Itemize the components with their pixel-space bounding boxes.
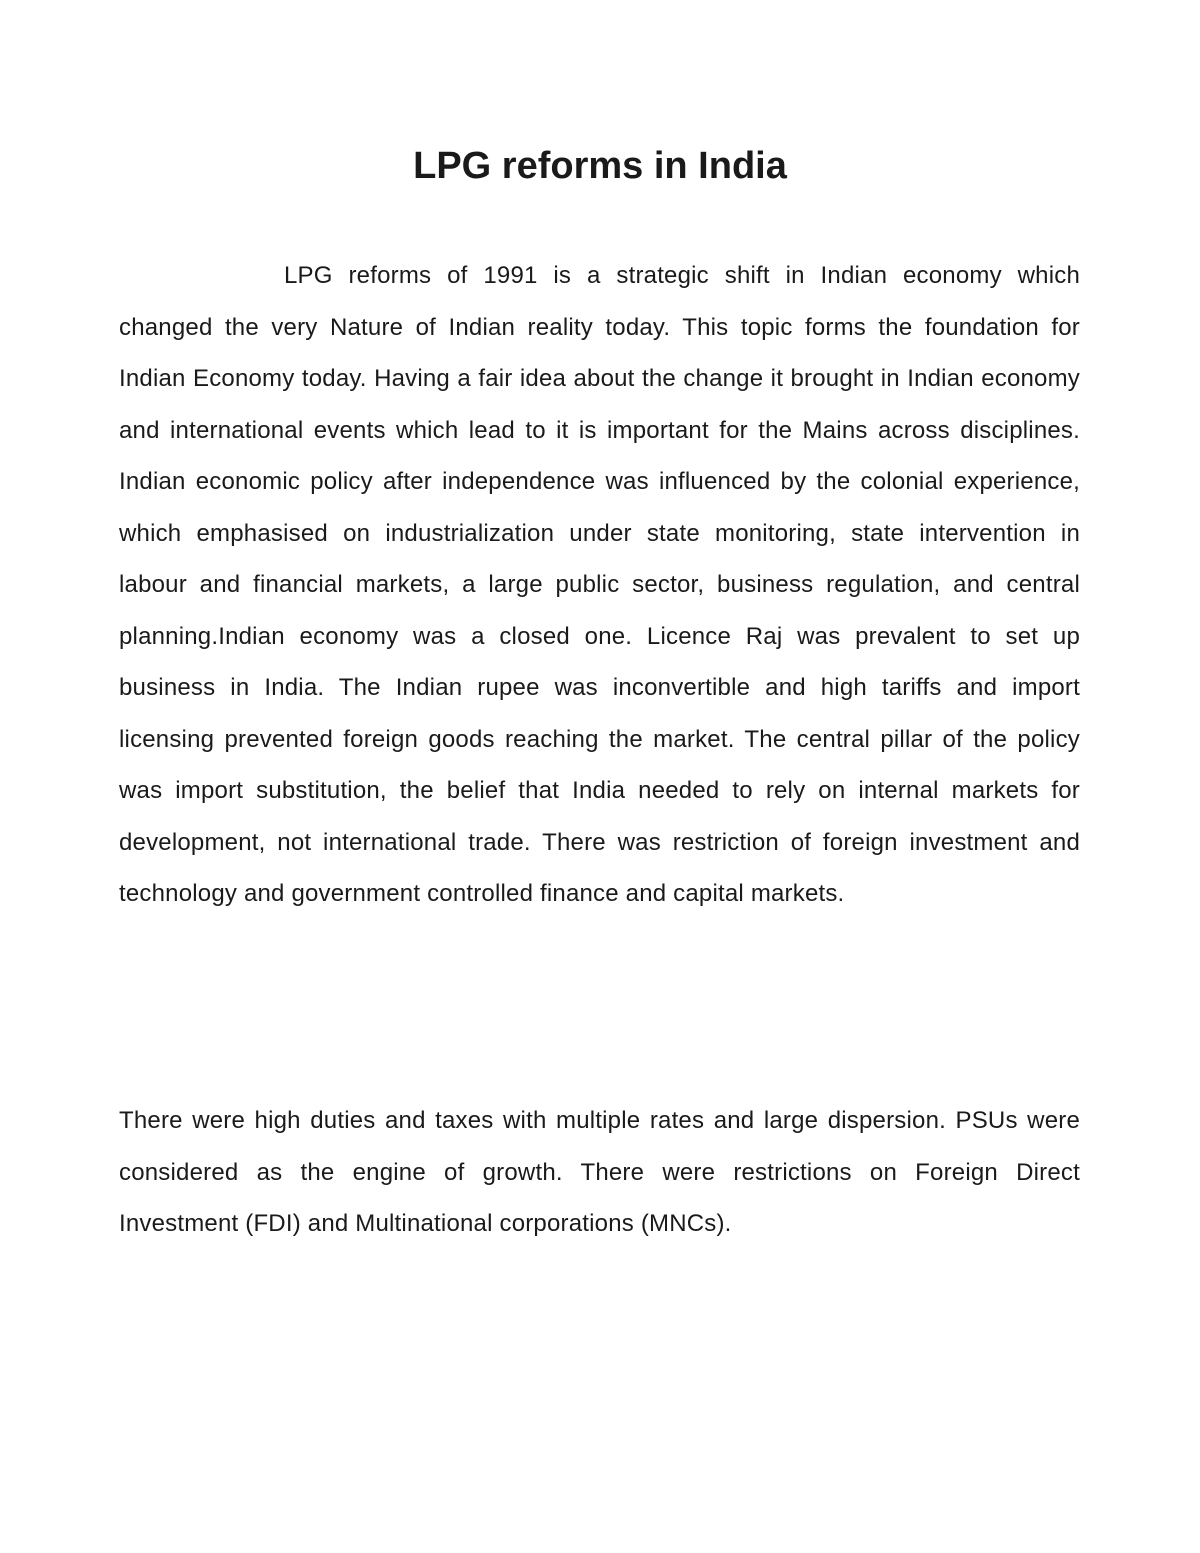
body-paragraph-1: LPG reforms of 1991 is a strategic shift in Indian economy which changed the very Nature of Indian reality today. This topic forms the foundation for Indian Economy today. Having a fair idea about the change it brought in Indian economy and international events which lead to it is important for the Mains across disciplines. Indian economic policy after independence was influenced by the colonial experience, which emphasised on industrialization under state monitoring, state intervention in labour and financial markets, a large public sector, business regulation, and central planning.Indian economy was a closed one. Licence Raj was prevalent to set up business in India. The Indian rupee was inconvertible and high tariffs and import licensing prevented foreign goods reaching the market. The central pillar of the policy was import substitution, the belief that India needed to rely on internal markets for development, not international trade. There was restriction of foreign investment and technology and government controlled finance and capital markets. [119, 262, 1080, 907]
page-title: LPG reforms in India [413, 145, 787, 187]
body-paragraph-2: There were high duties and taxes with multiple rates and large dispersion. PSUs were considered as the engine of growth. There were restrictions on Foreign Direct Investment (FDI) and Multinational corporations (MNCs). [119, 1107, 1080, 1237]
